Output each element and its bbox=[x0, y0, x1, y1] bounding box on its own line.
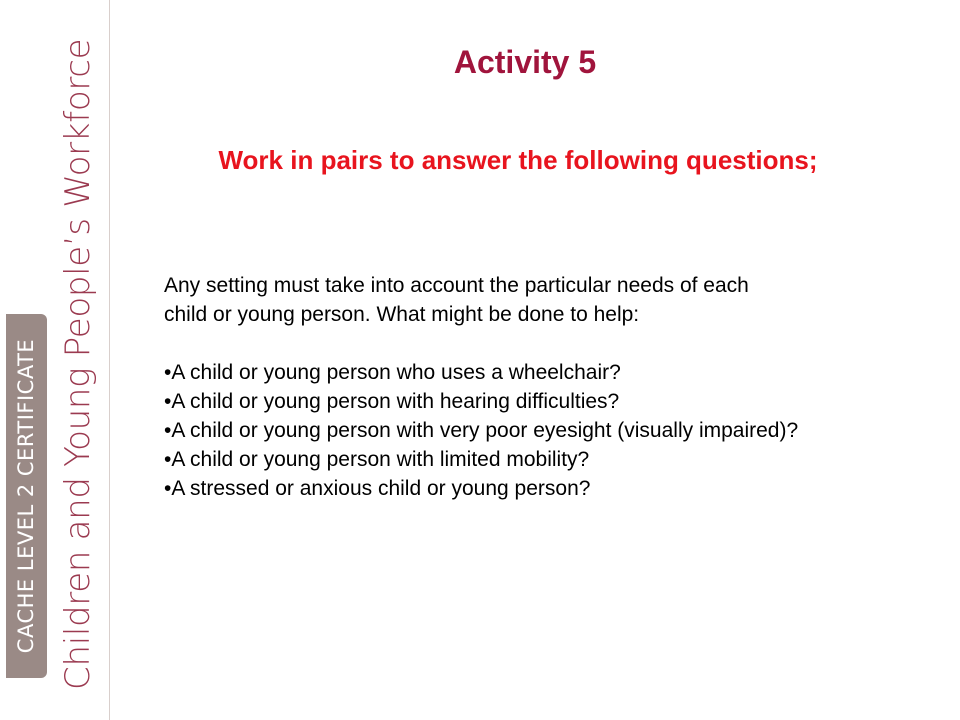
list-item: •A child or young person with very poor eyesight (visually impaired)? bbox=[164, 419, 799, 442]
intro-line-1: Any setting must take into account the particular needs of each bbox=[164, 274, 749, 297]
slide-title: Activity 5 bbox=[453, 44, 597, 80]
program-name: Children and Young People’s Workforce bbox=[58, 38, 98, 690]
branding-sidebar bbox=[0, 0, 110, 720]
list-item: •A child or young person with limited mobility? bbox=[164, 448, 590, 471]
list-item: •A child or young person who uses a wheelchair? bbox=[164, 361, 621, 384]
slide-subtitle: Work in pairs to answer the following questions; bbox=[218, 145, 818, 175]
question-body bbox=[164, 271, 924, 503]
list-item: •A stressed or anxious child or young person? bbox=[164, 477, 591, 500]
certificate-label: CACHE LEVEL 2 CERTIFICATE bbox=[14, 338, 38, 654]
list-item: •A child or young person with hearing difficulties? bbox=[164, 390, 620, 413]
intro-paragraph bbox=[164, 271, 924, 329]
question-list bbox=[164, 358, 924, 503]
intro-line-2: child or young person. What might be done to help: bbox=[164, 303, 640, 326]
sidebar-divider bbox=[109, 0, 110, 720]
